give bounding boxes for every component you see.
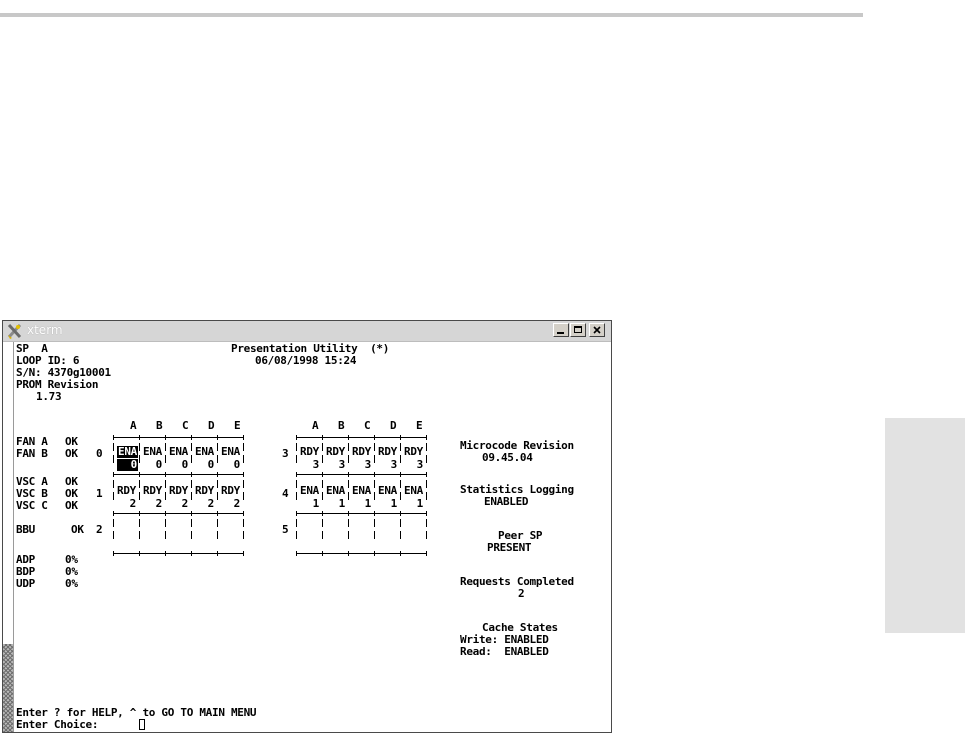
- status-vsc-b-name: VSC B: [16, 487, 48, 500]
- disk-state: RDY: [404, 445, 423, 458]
- xterm-app-icon: [6, 322, 24, 340]
- loop-id: LOOP ID: 6: [16, 354, 80, 367]
- disk-number: 3: [378, 458, 397, 471]
- disk-number: 1: [326, 497, 345, 510]
- xterm-window: [2, 320, 612, 733]
- microcode-label: Microcode Revision: [460, 439, 574, 452]
- window-title: xterm: [27, 323, 63, 337]
- disk-number: 1: [300, 497, 319, 510]
- disk-state: RDY: [143, 484, 162, 497]
- status-fan-b-value: OK: [65, 447, 78, 460]
- disk-number: 0: [169, 458, 188, 471]
- disk-number: 2: [169, 497, 188, 510]
- serial-number: S/N: 4370g10001: [16, 366, 111, 379]
- disk-number: 3: [300, 458, 319, 471]
- stats-value: ENABLED: [484, 495, 529, 508]
- disk-state: RDY: [117, 484, 136, 497]
- disk-number: 3: [352, 458, 371, 471]
- peer-label: Peer SP: [498, 529, 543, 542]
- status-adp-value: 0%: [65, 553, 78, 566]
- peer-value: PRESENT: [487, 541, 532, 554]
- disk-state: ENA: [195, 445, 214, 458]
- prom-value: 1.73: [36, 390, 62, 403]
- cache-label: Cache States: [482, 621, 558, 634]
- col-left-b: B: [156, 419, 163, 432]
- status-udp-value: 0%: [65, 577, 78, 590]
- col-right-e: E: [416, 419, 423, 432]
- bus-number: 2: [96, 523, 103, 536]
- terminal-screen[interactable]: [16, 343, 611, 731]
- status-bdp-value: 0%: [65, 565, 78, 578]
- minimize-button[interactable]: [553, 323, 569, 337]
- disk-state: ENA: [143, 445, 162, 458]
- disk-state: ENA: [118, 445, 137, 458]
- status-vsc-a-value: OK: [65, 475, 78, 488]
- bus-number: 3: [282, 447, 289, 460]
- disk-state: ENA: [326, 484, 345, 497]
- col-left-c: C: [182, 419, 189, 432]
- bus-number: 1: [96, 487, 103, 500]
- requests-value: 2: [518, 587, 525, 600]
- status-vsc-b-value: OK: [65, 487, 78, 500]
- disk-number: 1: [404, 497, 423, 510]
- disk-number: 0: [118, 458, 137, 471]
- disk-number: 2: [143, 497, 162, 510]
- disk-state: ENA: [404, 484, 423, 497]
- disk-number: 0: [221, 458, 240, 471]
- disk-state: ENA: [221, 445, 240, 458]
- status-udp-name: UDP: [16, 577, 35, 590]
- cache-read: Read: ENABLED: [460, 645, 549, 658]
- disk-number: 1: [378, 497, 397, 510]
- disk-state: RDY: [326, 445, 345, 458]
- status-vsc-c-value: OK: [65, 499, 78, 512]
- col-right-a: A: [312, 419, 319, 432]
- cache-write: Write: ENABLED: [460, 633, 549, 646]
- status-vsc-a-name: VSC A: [16, 475, 48, 488]
- disk-state: RDY: [378, 445, 397, 458]
- col-right-d: D: [390, 419, 397, 432]
- scrollbar[interactable]: [3, 342, 14, 732]
- choice-prompt: Enter Choice:: [16, 718, 99, 731]
- disk-number: 3: [326, 458, 345, 471]
- top-rule: [0, 13, 863, 17]
- disk-number: 0: [143, 458, 162, 471]
- disk-state: RDY: [300, 445, 319, 458]
- status-fan-a-value: OK: [65, 435, 78, 448]
- disk-state: RDY: [221, 484, 240, 497]
- bus-number: 5: [282, 523, 289, 536]
- status-fan-a-name: FAN A: [16, 435, 48, 448]
- minimize-icon: [557, 332, 564, 334]
- disk-state: RDY: [169, 484, 188, 497]
- status-bbu-name: BBU: [16, 523, 35, 536]
- utility-title: Presentation Utility (*): [231, 342, 390, 355]
- col-left-e: E: [234, 419, 241, 432]
- close-button[interactable]: [589, 323, 605, 337]
- disk-number: 0: [195, 458, 214, 471]
- sp-id: SP A: [16, 342, 48, 355]
- disk-number: 3: [404, 458, 423, 471]
- disk-number: 1: [352, 497, 371, 510]
- requests-label: Requests Completed: [460, 575, 574, 588]
- title-bar[interactable]: [3, 321, 611, 342]
- maximize-button[interactable]: [570, 323, 586, 337]
- scrollbar-thumb[interactable]: [3, 644, 13, 732]
- disk-state: ENA: [300, 484, 319, 497]
- close-icon: [590, 324, 604, 336]
- col-left-a: A: [130, 419, 137, 432]
- col-left-d: D: [208, 419, 215, 432]
- status-adp-name: ADP: [16, 553, 35, 566]
- disk-number: 2: [117, 497, 136, 510]
- disk-number: 2: [221, 497, 240, 510]
- disk-state: ENA: [352, 484, 371, 497]
- status-bdp-name: BDP: [16, 565, 35, 578]
- disk-state: ENA: [169, 445, 188, 458]
- col-right-b: B: [338, 419, 345, 432]
- disk-state: RDY: [352, 445, 371, 458]
- maximize-icon: [574, 326, 582, 333]
- status-bbu-value: OK: [71, 523, 84, 536]
- datetime: 06/08/1998 15:24: [255, 354, 357, 367]
- stats-label: Statistics Logging: [460, 483, 574, 496]
- disk-state: RDY: [195, 484, 214, 497]
- status-vsc-c-name: VSC C: [16, 499, 48, 512]
- col-right-c: C: [364, 419, 371, 432]
- bus-number: 0: [96, 447, 103, 460]
- side-tab: [885, 418, 965, 633]
- help-prompt: Enter ? for HELP, ^ to GO TO MAIN MENU: [16, 706, 257, 719]
- text-cursor[interactable]: [139, 719, 145, 730]
- microcode-value: 09.45.04: [482, 451, 533, 464]
- bus-number: 4: [282, 487, 289, 500]
- status-fan-b-name: FAN B: [16, 447, 48, 460]
- disk-number: 2: [195, 497, 214, 510]
- prom-label: PROM Revision: [16, 378, 99, 391]
- disk-state: ENA: [378, 484, 397, 497]
